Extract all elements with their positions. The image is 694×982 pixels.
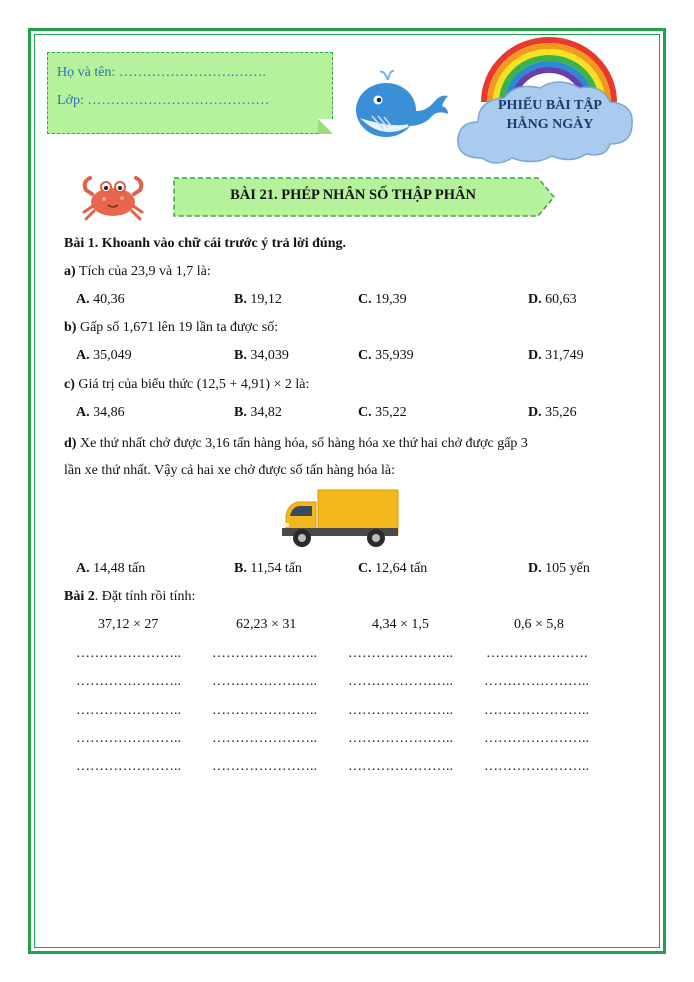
worksheet-badge	[470, 96, 630, 134]
exercise-2-heading	[64, 589, 195, 605]
crab-icon	[80, 172, 146, 222]
answer-line[interactable]: …………………..	[484, 674, 589, 689]
option-value: 34,039	[250, 348, 289, 363]
question-b-text: Gấp số 1,671 lên 19 lần ta được số:	[79, 320, 279, 335]
option-letter: C.	[358, 405, 372, 420]
answer-line[interactable]: …………………..	[484, 759, 589, 774]
option-d-C[interactable]	[358, 561, 427, 577]
option-value: 19,39	[375, 292, 407, 307]
class-field[interactable]: Lớp: …………………………………	[57, 93, 270, 108]
exercise-2-instruction: . Đặt tính rồi tính:	[94, 589, 196, 604]
option-value: 34,86	[93, 405, 125, 420]
option-letter: D.	[528, 561, 542, 576]
option-letter: A.	[76, 405, 90, 420]
option-a-C[interactable]	[358, 292, 407, 308]
question-c	[64, 377, 309, 393]
exercise-1-heading: Bài 1. Khoanh vào chữ cái trước ý trả lời đúng.	[64, 236, 346, 251]
option-d-D[interactable]	[528, 561, 590, 577]
option-letter: A.	[76, 292, 90, 307]
option-c-A[interactable]	[76, 405, 125, 421]
answer-line[interactable]: ………………….	[486, 646, 588, 661]
answer-line[interactable]: …………………..	[348, 646, 453, 661]
option-b-A[interactable]	[76, 348, 132, 364]
answer-line[interactable]: …………………..	[212, 674, 317, 689]
option-letter: A.	[76, 561, 90, 576]
answer-line[interactable]: …………………..	[348, 731, 453, 746]
answer-line[interactable]: …………………..	[212, 646, 317, 661]
answer-line[interactable]: …………………..	[76, 759, 181, 774]
option-d-B[interactable]	[234, 561, 302, 577]
option-letter: C.	[358, 348, 372, 363]
option-letter: D.	[528, 348, 542, 363]
question-b	[64, 320, 278, 336]
option-value: 35,26	[545, 405, 577, 420]
option-value: 12,64 tấn	[375, 561, 428, 576]
option-c-D[interactable]	[528, 405, 577, 421]
answer-line[interactable]: …………………..	[76, 703, 181, 718]
option-letter: B.	[234, 561, 247, 576]
option-value: 35,22	[375, 405, 407, 420]
option-letter: C.	[358, 292, 372, 307]
answer-line[interactable]: …………………..	[76, 731, 181, 746]
option-value: 105 yến	[545, 561, 590, 576]
badge-line-2: HẰNG NGÀY	[506, 117, 594, 132]
answer-line[interactable]: …………………..	[76, 646, 181, 661]
name-field[interactable]: Họ và tên: …………………….…….	[57, 65, 266, 80]
option-value: 14,48 tấn	[93, 561, 146, 576]
whale-icon	[352, 66, 450, 140]
option-a-A[interactable]	[76, 292, 125, 308]
question-c-text: Giá trị của biểu thức (12,5 + 4,91) × 2 là:	[78, 377, 310, 392]
option-value: 31,749	[545, 348, 584, 363]
student-info-box	[47, 52, 333, 134]
option-c-B[interactable]	[234, 405, 282, 421]
option-letter: B.	[234, 348, 247, 363]
question-a-label: a)	[64, 264, 76, 279]
question-a	[64, 264, 211, 280]
question-d-text-2: lần xe thứ nhất. Vậy cả hai xe chở được số tấn hàng hóa là:	[64, 463, 396, 478]
option-letter: B.	[234, 405, 247, 420]
answer-line[interactable]: …………………..	[348, 674, 453, 689]
option-value: 35,939	[375, 348, 414, 363]
question-c-label: c)	[64, 377, 75, 392]
answer-line[interactable]: …………………..	[76, 674, 181, 689]
answer-line[interactable]: …………………..	[348, 703, 453, 718]
answer-line[interactable]: …………………..	[484, 703, 589, 718]
exercise-2-label: Bài 2	[64, 589, 95, 604]
question-d-text: Xe thứ nhất chở được 3,16 tấn hàng hóa, số hàng hóa xe thứ hai chở được gấp 3	[79, 436, 528, 451]
option-letter: D.	[528, 405, 542, 420]
question-b-label: b)	[64, 320, 77, 335]
question-d	[64, 436, 528, 452]
problem-4: 0,6 × 5,8	[514, 617, 564, 632]
truck-icon	[280, 486, 400, 552]
option-value: 60,63	[545, 292, 577, 307]
option-a-D[interactable]	[528, 292, 577, 308]
option-letter: D.	[528, 292, 542, 307]
option-a-B[interactable]	[234, 292, 282, 308]
option-b-D[interactable]	[528, 348, 584, 364]
answer-line[interactable]: …………………..	[212, 731, 317, 746]
option-letter: C.	[358, 561, 372, 576]
badge-line-1: PHIẾU BÀI TẬP	[498, 98, 602, 113]
problem-3: 4,34 × 1,5	[372, 617, 429, 632]
option-b-C[interactable]	[358, 348, 414, 364]
option-value: 19,12	[250, 292, 282, 307]
option-letter: A.	[76, 348, 90, 363]
option-value: 34,82	[250, 405, 282, 420]
answer-line[interactable]: …………………..	[212, 759, 317, 774]
problem-2: 62,23 × 31	[236, 617, 297, 632]
option-value: 40,36	[93, 292, 125, 307]
answer-line[interactable]: …………………..	[212, 703, 317, 718]
option-c-C[interactable]	[358, 405, 407, 421]
page-fold-shade	[318, 119, 333, 134]
option-value: 11,54 tấn	[250, 561, 302, 576]
option-d-A[interactable]	[76, 561, 145, 577]
answer-line[interactable]: …………………..	[484, 731, 589, 746]
question-a-text: Tích của 23,9 và 1,7 là:	[78, 264, 211, 279]
problem-1: 37,12 × 27	[98, 617, 159, 632]
question-d-label: d)	[64, 436, 77, 451]
option-letter: B.	[234, 292, 247, 307]
option-b-B[interactable]	[234, 348, 289, 364]
answer-line[interactable]: …………………..	[348, 759, 453, 774]
option-value: 35,049	[93, 348, 132, 363]
lesson-title: BÀI 21. PHÉP NHÂN SỐ THẬP PHÂN	[230, 187, 476, 203]
